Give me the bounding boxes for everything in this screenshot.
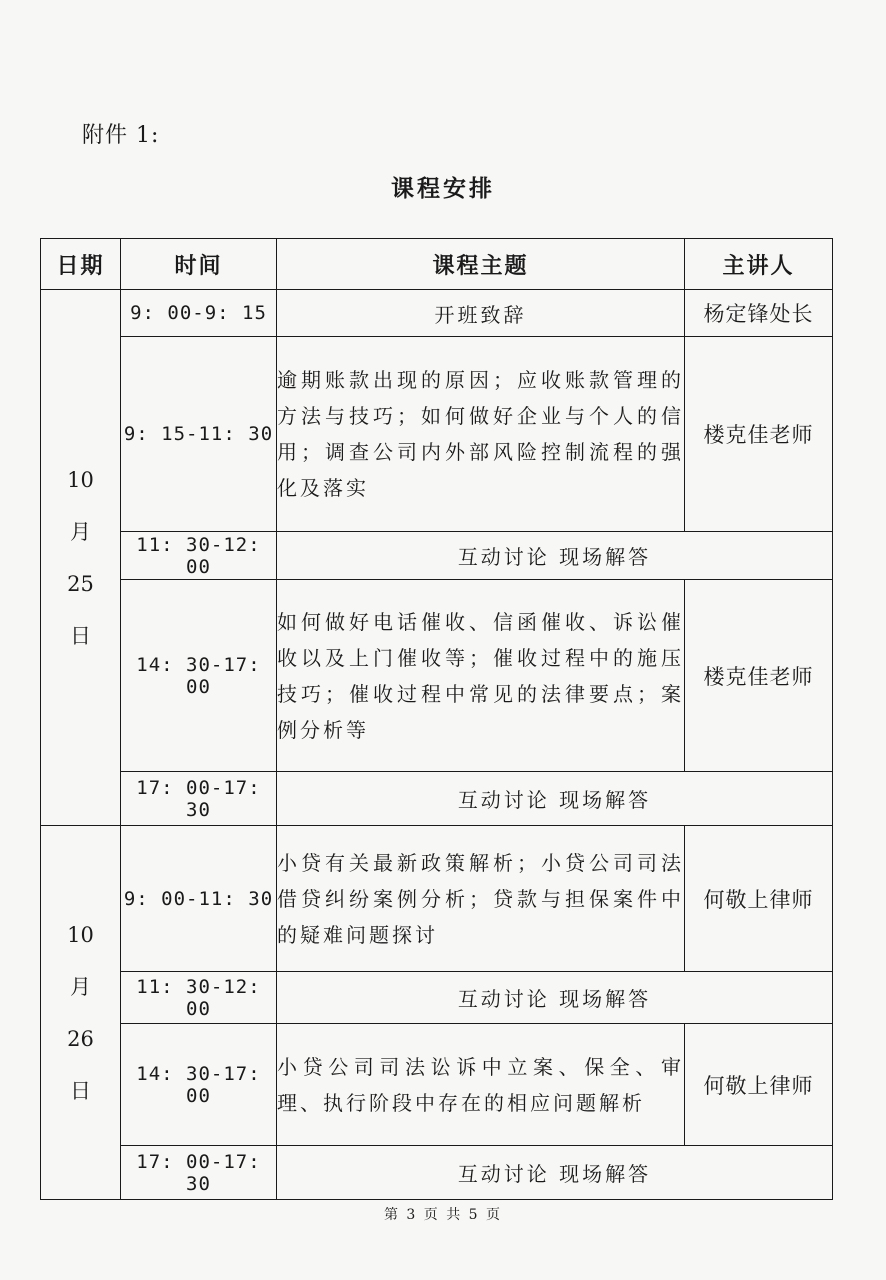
topic-cell: 如何做好电话催收、信函催收、诉讼催收以及上门催收等；催收过程中的施压技巧；催收过程中常见的法律要点；案例分析等 [277, 580, 685, 772]
topic-cell: 互动讨论 现场解答 [277, 772, 833, 826]
header-topic: 课程主题 [277, 239, 685, 290]
attachment-label: 附件 1: [82, 123, 160, 148]
speaker-cell: 何敬上律师 [685, 1024, 833, 1146]
time-cell: 9: 15-11: 30 [121, 337, 277, 532]
table-row [41, 290, 833, 337]
speaker-cell: 楼克佳老师 [685, 580, 833, 772]
table-header-row [41, 239, 833, 290]
date-cell-day1: 10 月 25 日 [41, 290, 121, 826]
table-row [41, 580, 833, 772]
table-row [41, 972, 833, 1024]
time-cell: 9: 00-11: 30 [121, 826, 277, 972]
table-row [41, 826, 833, 972]
header-time: 时间 [121, 239, 277, 290]
table-row [41, 1024, 833, 1146]
topic-cell: 互动讨论 现场解答 [277, 972, 833, 1024]
time-cell: 14: 30-17: 00 [121, 580, 277, 772]
header-date: 日期 [41, 239, 121, 290]
time-cell: 17: 00-17: 30 [121, 772, 277, 826]
page-footer: 第 3 页 共 5 页 [383, 1207, 503, 1223]
date-cell-day2: 10 月 26 日 [41, 826, 121, 1200]
topic-cell: 小贷有关最新政策解析；小贷公司司法借贷纠纷案例分析；贷款与担保案件中的疑难问题探讨 [277, 826, 685, 972]
table-row [41, 772, 833, 826]
topic-cell: 互动讨论 现场解答 [277, 1146, 833, 1200]
topic-cell: 小贷公司司法讼诉中立案、保全、审理、执行阶段中存在的相应问题解析 [277, 1024, 685, 1146]
topic-cell: 互动讨论 现场解答 [277, 532, 833, 580]
time-cell: 9: 00-9: 15 [121, 290, 277, 337]
table-row [41, 532, 833, 580]
schedule-table [40, 238, 833, 1200]
time-cell: 11: 30-12: 00 [121, 972, 277, 1024]
table-row [41, 1146, 833, 1200]
time-cell: 11: 30-12: 00 [121, 532, 277, 580]
table-row [41, 337, 833, 532]
speaker-cell: 楼克佳老师 [685, 337, 833, 532]
topic-cell: 逾期账款出现的原因；应收账款管理的方法与技巧；如何做好企业与个人的信用；调查公司内外部风险控制流程的强化及落实 [277, 337, 685, 532]
page-title: 课程安排 [391, 176, 495, 202]
speaker-cell: 杨定锋处长 [685, 290, 833, 337]
speaker-cell: 何敬上律师 [685, 826, 833, 972]
time-cell: 14: 30-17: 00 [121, 1024, 277, 1146]
time-cell: 17: 00-17: 30 [121, 1146, 277, 1200]
header-speaker: 主讲人 [685, 239, 833, 290]
topic-cell: 开班致辞 [277, 290, 685, 337]
